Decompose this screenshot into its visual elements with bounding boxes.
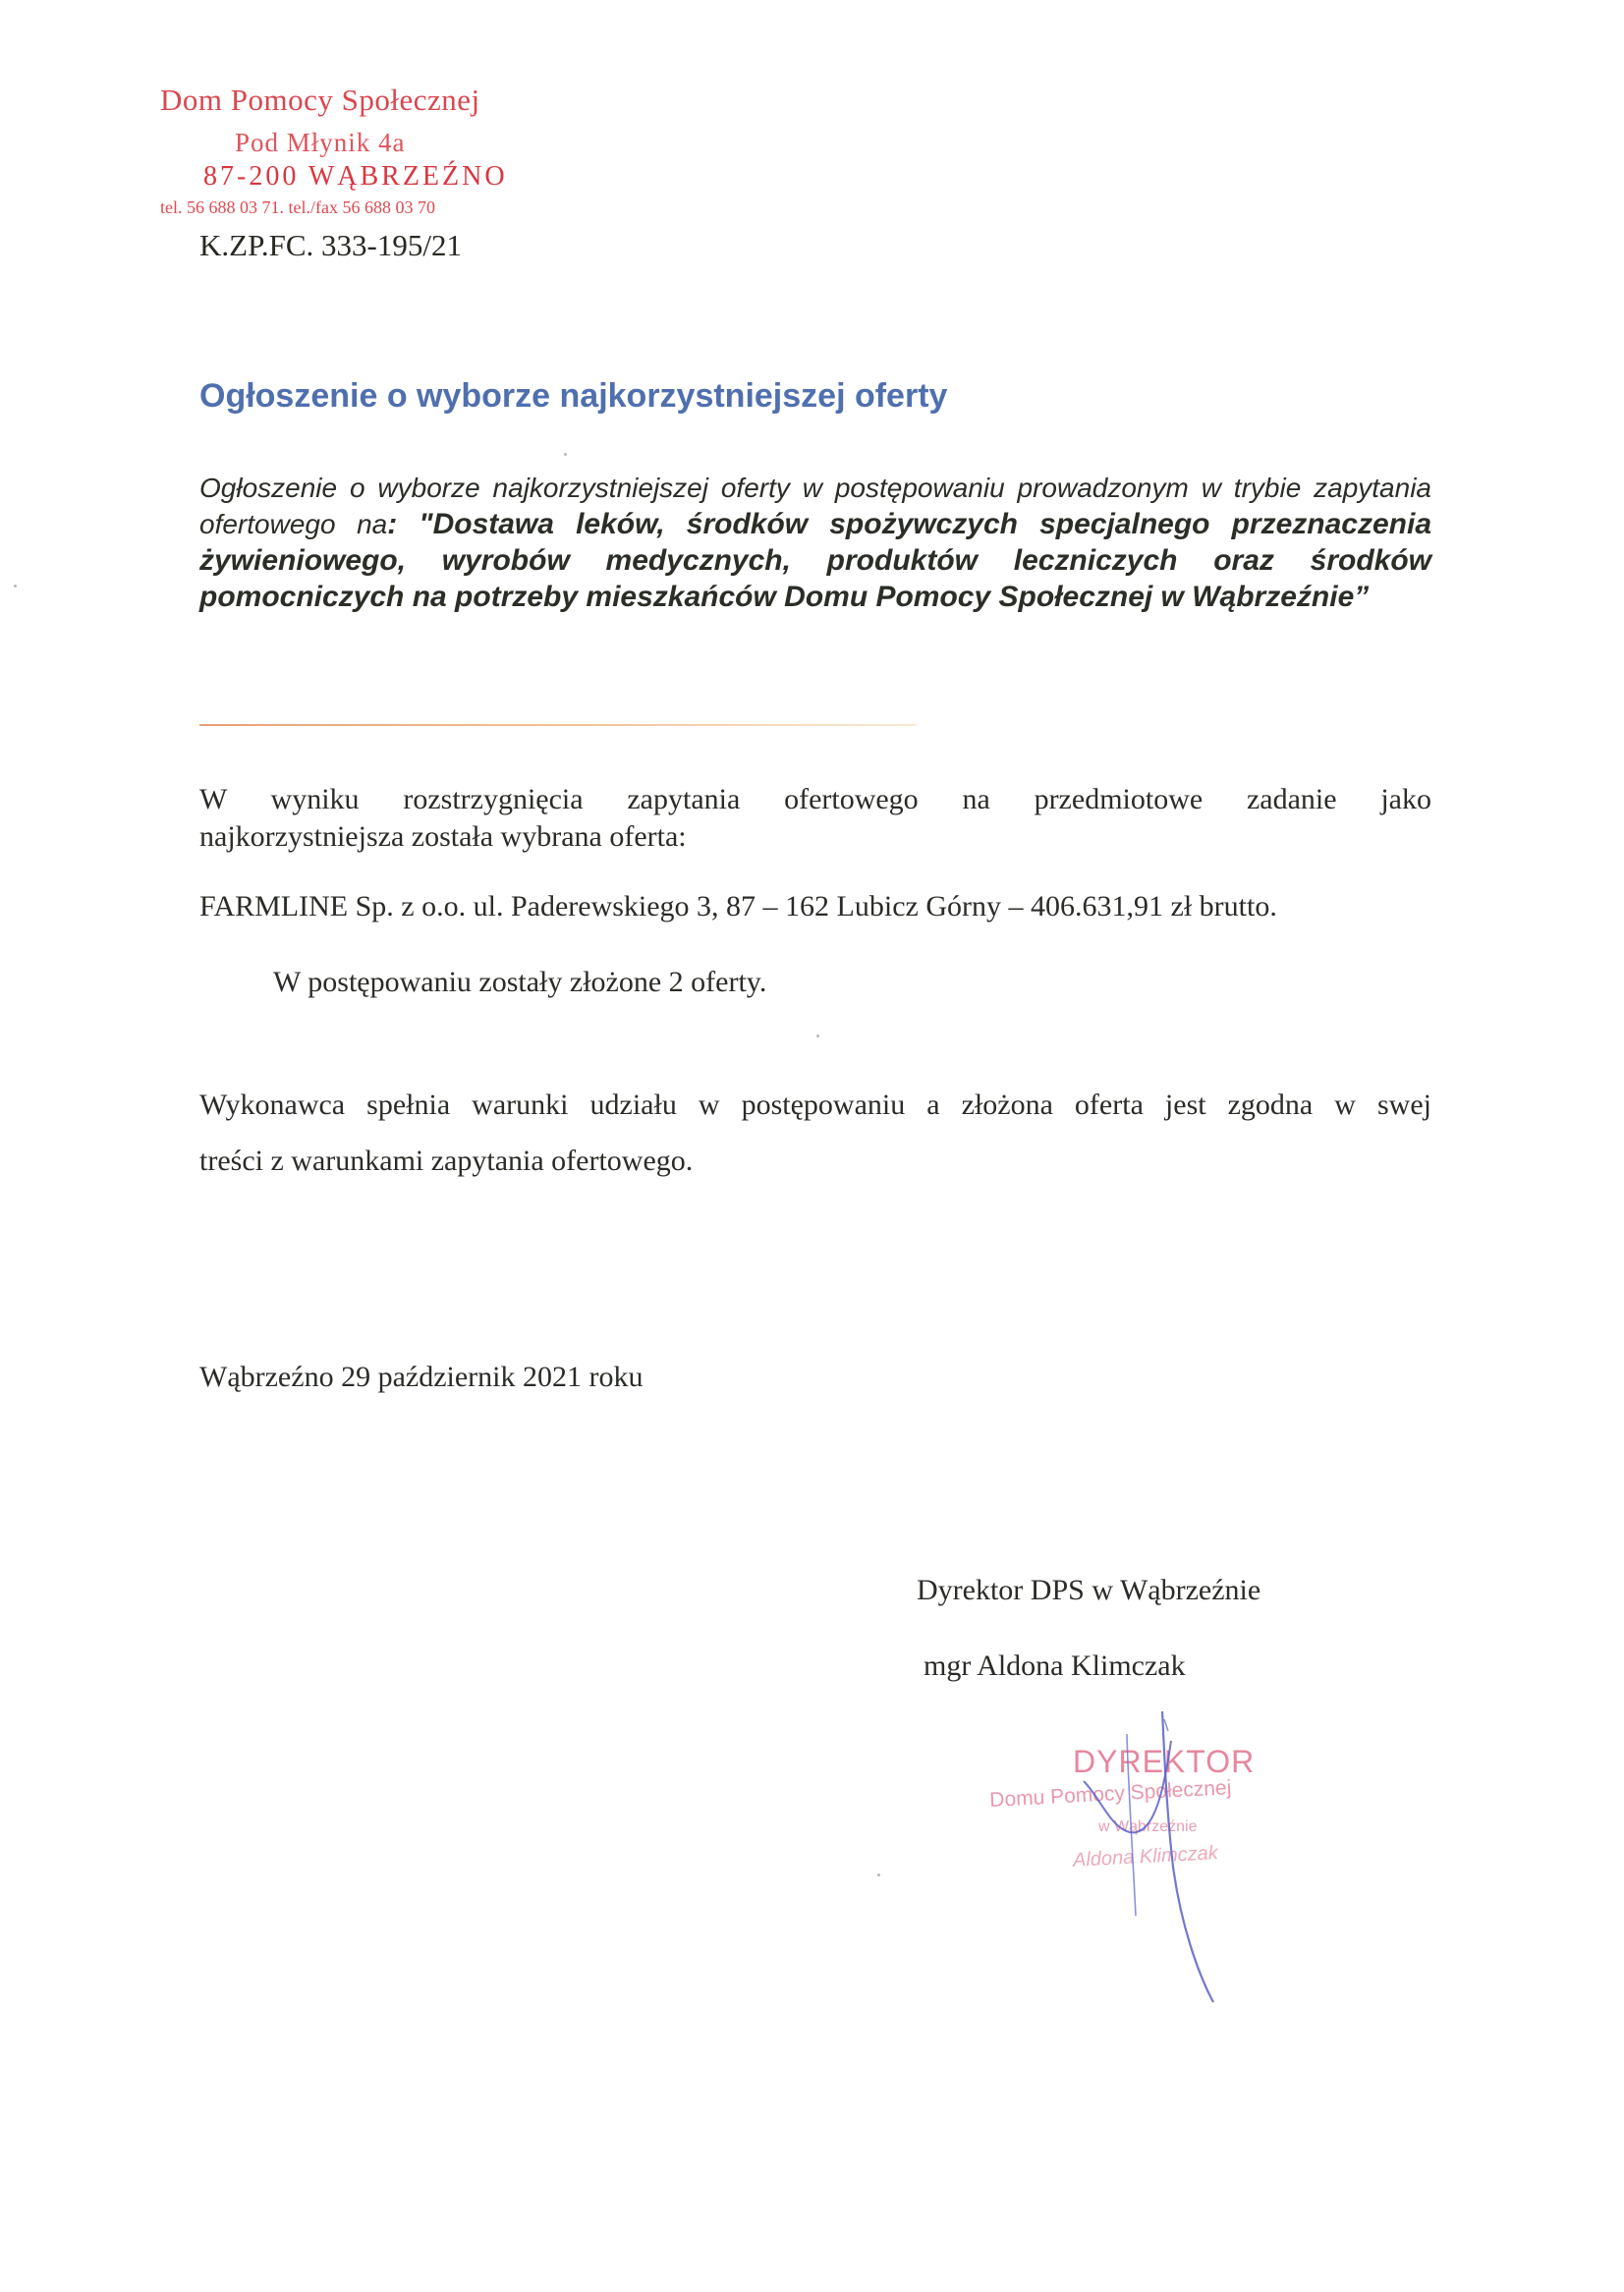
intro-colon: : xyxy=(387,508,398,540)
reference-number: K.ZP.FC. 333-195/21 xyxy=(199,228,462,262)
signatory-name: mgr Aldona Klimczak xyxy=(924,1649,1186,1682)
director-stamp-city: w Wąbrzeźnie xyxy=(1098,1818,1198,1835)
offers-count: W postępowaniu zostały złożone 2 oferty. xyxy=(273,966,767,998)
intro-lead: Ogłoszenie o wyborze najkorzystniejszej oferty w postępowaniu prowadzonym w trybie zapytania ofertowego na xyxy=(199,473,1431,539)
procurement-subject: "Dostawa leków, środków spożywczych specjalnego przeznaczenia żywieniowego, wyrobów medycznych, produktów leczniczych oraz środków pomocniczych na potrzeby mieszkańców Domu Pomocy Społecznej w Wąbrzeźnie” xyxy=(199,508,1432,613)
signature-stroke-1 xyxy=(1127,1734,1136,1916)
conditions-line-2: treści z warunkami zapytania ofertowego. xyxy=(199,1145,694,1177)
section-divider xyxy=(199,724,917,726)
winning-offer: FARMLINE Sp. z o.o. ul. Paderewskiego 3, 87 – 162 Lubicz Górny – 406.631,91 zł brutto. xyxy=(199,890,1277,922)
result-line-1: W wyniku rozstrzygnięcia zapytania ofertowego na przedmiotowe zadanie jako xyxy=(199,783,1431,815)
scan-speck xyxy=(816,1034,819,1037)
scan-speck xyxy=(877,1873,880,1876)
signature-stroke-4 xyxy=(1164,1719,1168,1731)
stamp-city: 87-200 WĄBRZEŹNO xyxy=(203,161,508,192)
director-stamp-name: Aldona Klimczak xyxy=(1072,1842,1219,1872)
handwritten-signature xyxy=(963,1690,1316,2014)
document-title: Ogłoszenie o wyborze najkorzystniejszej oferty xyxy=(199,377,948,415)
scan-speck xyxy=(564,453,567,456)
stamp-street: Pod Młynik 4a xyxy=(235,128,406,157)
result-paragraph xyxy=(199,781,1431,856)
signatory-title: Dyrektor DPS w Wąbrzeźnie xyxy=(917,1574,1261,1606)
conditions-line-1: Wykonawca spełnia warunki udziału w postępowaniu a złożona oferta jest zgodna w swej xyxy=(199,1089,1431,1121)
stamp-phone: tel. 56 688 03 71. tel./fax 56 688 03 70 xyxy=(160,197,435,217)
scan-speck xyxy=(14,585,17,587)
stamp-institution-name: Dom Pomocy Społecznej xyxy=(160,83,480,117)
conditions-paragraph xyxy=(199,1077,1431,1189)
signature-stroke-3 xyxy=(1162,1711,1213,2002)
result-line-2: najkorzystniejsza została wybrana oferta: xyxy=(199,820,687,853)
director-stamp-title: DYREKTOR xyxy=(1073,1744,1256,1779)
date-line: Wąbrzeźno 29 październik 2021 roku xyxy=(199,1361,644,1393)
director-stamp-institution: Domu Pomocy Społecznej xyxy=(988,1776,1232,1813)
intro-paragraph xyxy=(199,470,1431,615)
